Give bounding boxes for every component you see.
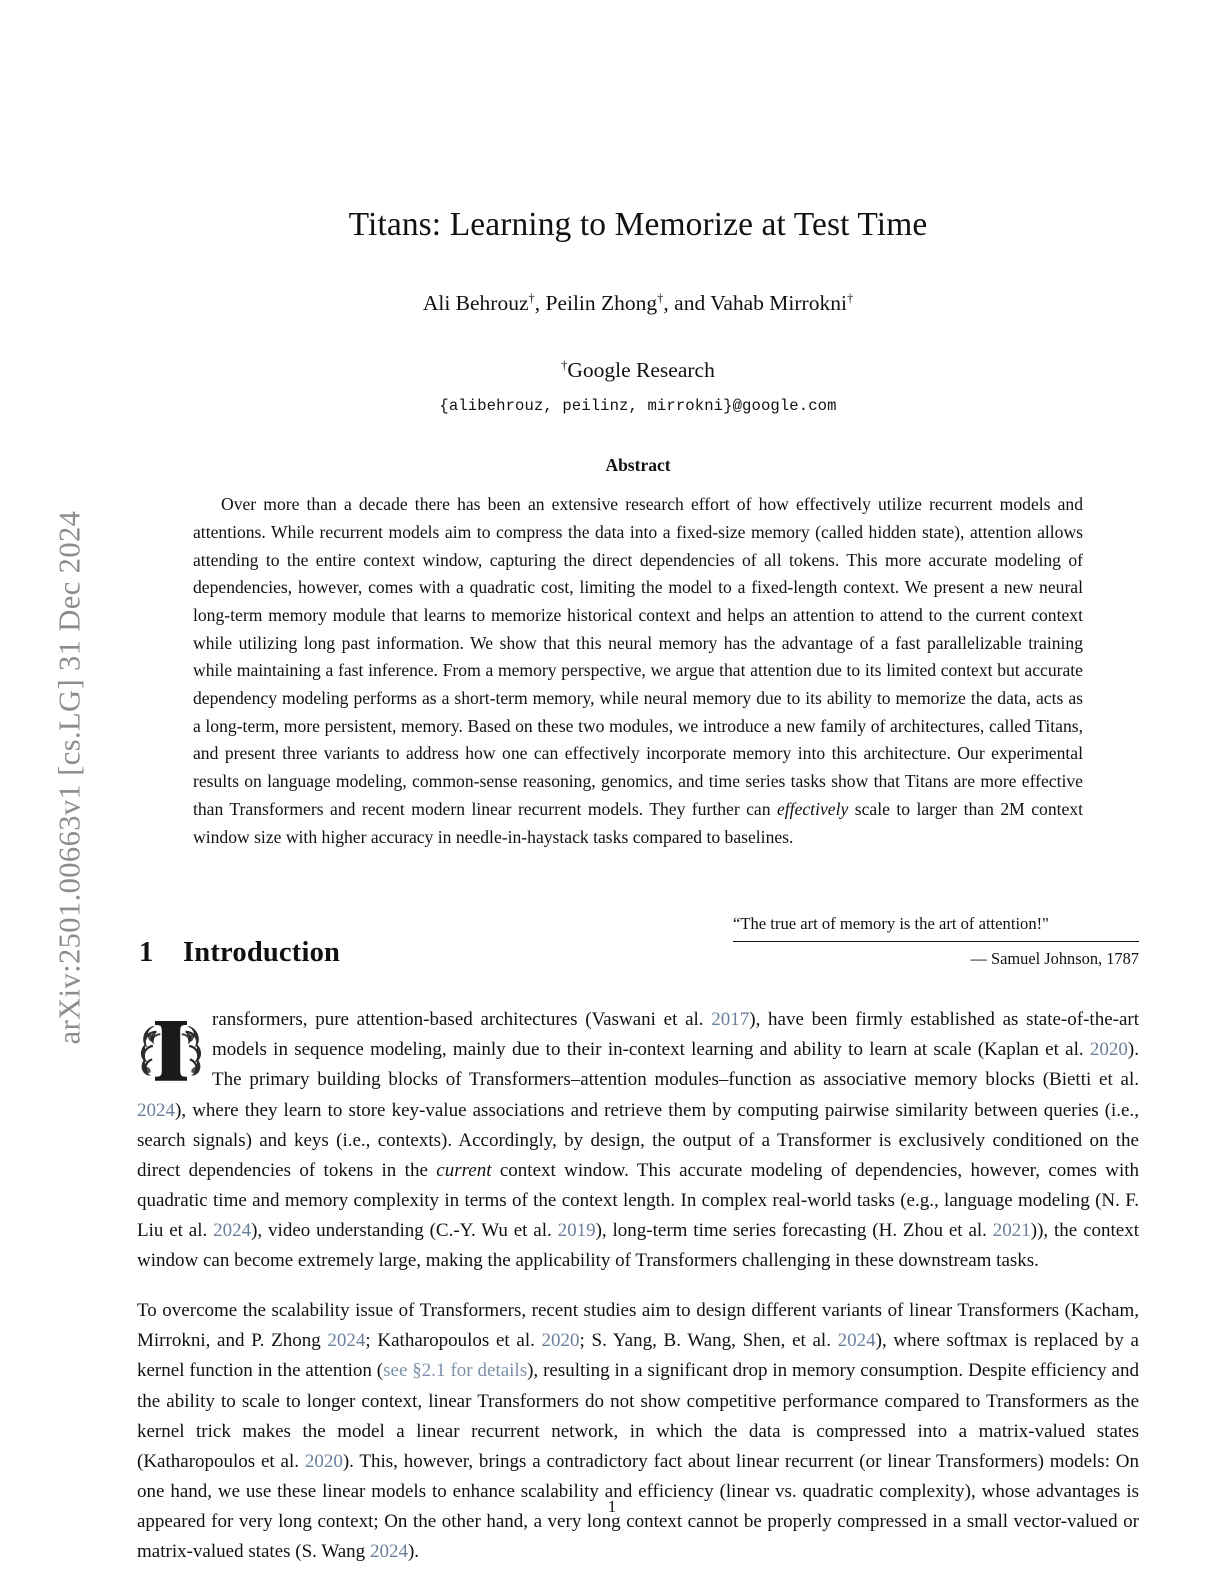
section-heading	[139, 937, 340, 969]
citation-katharopoulos-2020[interactable]: 2020	[541, 1330, 580, 1352]
citation-vaswani-2017[interactable]: 2017	[711, 1009, 750, 1031]
intro-paragraph-2	[137, 1296, 1139, 1567]
intro-p2-text-d: ), where softmax is replaced by a kernel function in the attention (	[137, 1330, 1139, 1382]
abstract-part-1: Over more than a decade there has been an extensive research effort of how effectively utilize recurrent models and attentions. While recurrent models aim to compress the data into a fixed-size memory (called hidden state), attention allows attending to the entire context window, capturing the direct dependencies of all tokens. This more accurate modeling of dependencies, however, comes with a quadratic cost, limiting the model to a fixed-length context. We present a new neural long-term memory module that learns to memorize historical context and helps an attention to attend to the current context while utilizing long past information. We show that this neural memory has the advantage of a fast parallelizable training while maintaining a fast inference. From a memory perspective, we argue that attention due to its limited context but accurate dependency modeling performs as a short-term memory, while neural memory due to its ability to memorize the data, acts as a long-term, more persistent, memory. Based on these two modules, we introduce a new family of architectures, called Titans, and present three variants to address how one can effectively incorporate memory into this architecture. Our experimental results on language modeling, common-sense reasoning, genomics, and time series tasks show that Titans are more effective than Transformers and recent modern linear recurrent models. They further can	[193, 494, 1083, 819]
intro-p1-emphasis-current: current	[436, 1159, 492, 1181]
affiliation-name: Google Research	[567, 358, 715, 383]
author-dagger-3: †	[846, 291, 854, 306]
citation-kacham-2024[interactable]: 2024	[327, 1330, 366, 1352]
intro-p1-text-e: context window. This accurate modeling of dependencies, however, comes with quadratic time and memory complexity in terms of the context length. In complex real-world tasks (e.g., language modeling (N. F. Liu et al.	[137, 1159, 1140, 1242]
abstract-heading: Abstract	[605, 455, 671, 476]
intro-p2-text-g: ).	[407, 1541, 420, 1563]
abstract-section	[193, 415, 1083, 851]
author-separator-1: ,	[534, 291, 546, 316]
abstract-emphasis: effectively	[776, 798, 849, 819]
intro-p2-text-c: ; S. Yang, B. Wang, Shen, et al.	[579, 1330, 838, 1352]
author-name-1: Ali Behrouz	[422, 291, 529, 316]
intro-p2-text-e: ), resulting in a significant drop in memory consumption. Despite efficiency and the ability to scale to longer context, linear Transformers do not show competitive performance compared to Transformers as the kernel trick makes the model a linear recurrent network, in which the data is compressed into a matrix-valued states (Katharopoulos et al.	[137, 1360, 1139, 1472]
ornamental-dropcap-t-icon	[134, 1007, 208, 1083]
author-separator-2: , and	[663, 291, 711, 316]
arxiv-stamp-text: arXiv:2501.00663v1 [cs.LG] 31 Dec 2024	[52, 510, 87, 1045]
abstract-part-2: scale to larger than 2M context window size with higher accuracy in needle-in-haystack tasks compared to baselines.	[193, 798, 1083, 847]
page-title: Titans: Learning to Memorize at Test Time	[348, 206, 928, 243]
author-name-2: Peilin Zhong	[545, 291, 658, 316]
affiliation	[137, 318, 1139, 383]
citation-yang-2024[interactable]: 2024	[837, 1330, 876, 1352]
intro-p1-text-h: )), the context window can become extremely large, making the applicability of Transformers challenging in these downstream tasks.	[137, 1220, 1139, 1272]
citation-kaplan-2020[interactable]: 2020	[1089, 1039, 1128, 1061]
cross-reference-section-2-1[interactable]: see §2.1 for details	[383, 1360, 528, 1382]
paper-content-column	[137, 0, 1139, 1584]
intro-p1-text-c: ). The primary building blocks of Transformers–attention modules–function as associative memory blocks (Bietti et al.	[212, 1039, 1139, 1091]
intro-p1-text-f: ), video understanding (C.-Y. Wu et al.	[251, 1220, 558, 1242]
intro-p1-text-g: ), long-term time series forecasting (H. Zhou et al.	[595, 1220, 993, 1242]
abstract-text	[193, 491, 1083, 851]
citation-bietti-2024[interactable]: 2024	[137, 1099, 175, 1121]
intro-paragraph-1	[137, 1005, 1139, 1276]
epigraph	[733, 913, 1139, 968]
author-name-3: Vahab Mirrokni	[710, 291, 847, 316]
citation-katharopoulos-2020-b[interactable]: 2020	[304, 1450, 343, 1472]
epigraph-text: “The true art of memory is the art of attention!"	[733, 914, 1049, 934]
page-number: 1	[607, 1497, 617, 1516]
intro-p2-text-f: ). This, however, brings a contradictory fact about linear recurrent (or linear Transformers) models: On one hand, we use these linear models to enhance scalability and efficiency (linear vs. quadratic complexity), whose advantages is appeared for very long context; On the other hand, a very long context cannot be properly compressed in a small vector-valued or matrix-valued states (S. Wang	[137, 1450, 1139, 1563]
citation-liu-2024[interactable]: 2024	[213, 1220, 252, 1242]
author-dagger-1: †	[528, 291, 535, 306]
section-title: Introduction	[183, 937, 341, 969]
author-dagger-2: †	[657, 291, 664, 306]
citation-wu-2019[interactable]: 2019	[557, 1220, 596, 1242]
intro-p1-text-a: ransformers, pure attention-based architectures (Vaswani et al.	[212, 1009, 712, 1031]
citation-zhou-2021[interactable]: 2021	[992, 1220, 1031, 1242]
citation-wang-2024[interactable]: 2024	[369, 1541, 408, 1563]
intro-p1-text-b: ), have been firmly established as state-of-the-art models in sequence modeling, mainly due to their in-context learning and ability to learn at scale (Kaplan et al.	[212, 1009, 1139, 1061]
intro-p1-text-d: ), where they learn to store key-value associations and retrieve them by computing pairwise similarity between queries (i.e., search signals) and keys (i.e., contexts). Accordingly, by design, the output of a Transformer is exclusively conditioned on the direct dependencies of tokens in the	[137, 1099, 1139, 1181]
intro-p2-text-a: To overcome the scalability issue of Transformers, recent studies aim to design different variants of linear Transformers (Kacham, Mirrokni, and P. Zhong	[137, 1300, 1139, 1352]
intro-p2-text-b: ; Katharopoulos et al.	[365, 1330, 542, 1352]
contact-email: {alibehrouz, peilinz, mirrokni}@google.com	[439, 397, 837, 416]
affiliation-dagger: †	[561, 357, 568, 372]
author-list	[137, 245, 1139, 318]
epigraph-attribution: — Samuel Johnson, 1787	[970, 948, 1139, 968]
section-number: 1	[139, 937, 154, 969]
section-header-row	[137, 913, 1139, 1005]
arxiv-stamp	[0, 0, 100, 1584]
